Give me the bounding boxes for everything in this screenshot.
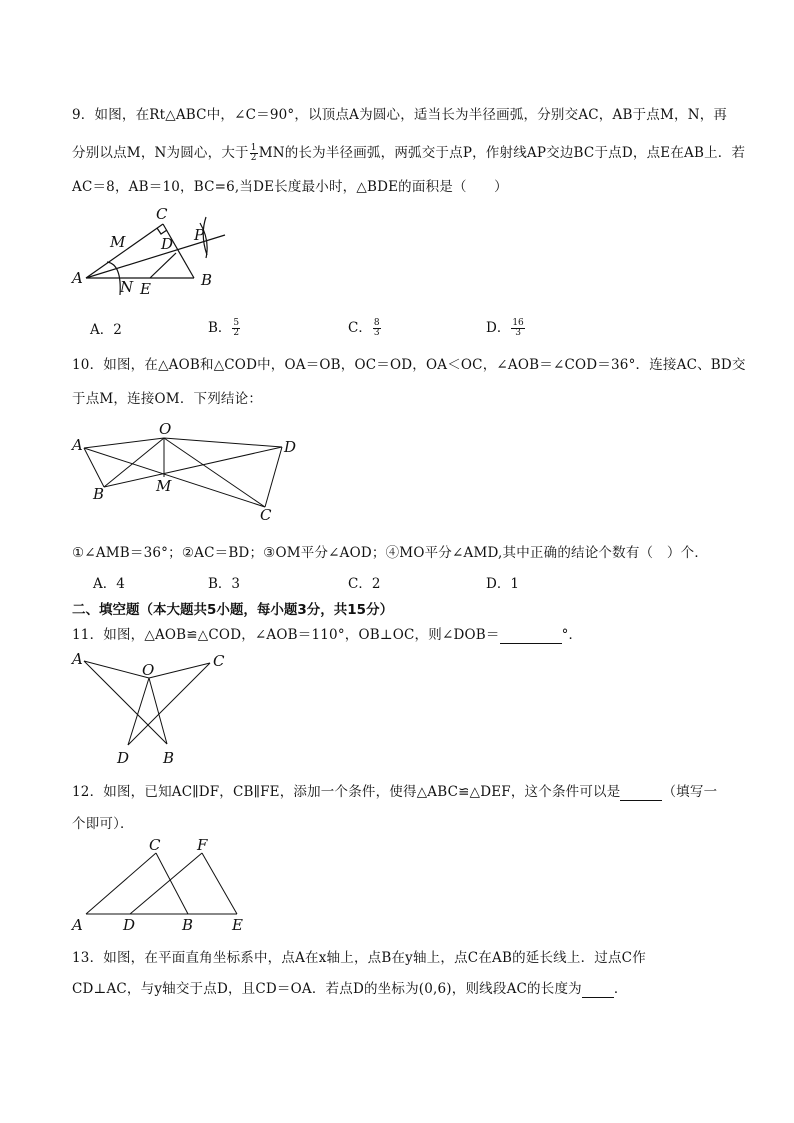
q9-option-c-num: 8 (373, 318, 380, 328)
q11-line (72, 623, 582, 644)
q9-option-b-num: 5 (233, 318, 240, 328)
q10-conclusions: ①∠AMB＝36°；②AC＝BD；③OM平分∠AOD；④MO平分∠AMD,其中正确的结论个数有（ ）个． (72, 545, 709, 561)
q10-option-d[interactable]: D．1 (486, 576, 519, 592)
q9-line3: AC＝8，AB＝10，BC=6,当DE长度最小时，△BDE的面积是（ ） (72, 179, 508, 195)
q10-line2: 于点M，连接OM．下列结论： (72, 391, 263, 407)
q9-label-C: C (156, 205, 168, 223)
q9-label-A: A (72, 269, 83, 287)
q9-option-b[interactable] (208, 316, 241, 338)
q12-line1-post: （填写一 (662, 784, 718, 800)
q10-option-b[interactable]: B．3 (208, 576, 241, 592)
q12-line2: 个即可）． (72, 816, 134, 832)
q9-option-d[interactable] (486, 316, 526, 338)
q13-line2 (72, 977, 628, 998)
q9-label-E: E (140, 280, 151, 298)
q12-figure (60, 835, 260, 935)
q9-line2 (72, 141, 745, 163)
q9-option-b-fraction (232, 319, 240, 338)
q10-option-a[interactable]: A．4 (93, 576, 125, 592)
q11-answer-blank[interactable] (500, 627, 562, 644)
q12-label-E: E (232, 916, 243, 934)
q10-label-B: B (93, 485, 105, 503)
q12-line1 (72, 780, 717, 801)
q11-figure (60, 648, 240, 768)
q11-text-post: °． (561, 627, 583, 643)
q12-label-F: F (197, 836, 208, 854)
q9-label-D: D (161, 235, 174, 253)
q9-line2-post: MN的长为半径画弧，两弧交于点P，作射线AP交边BC于点D，点E在AB上．若 (258, 145, 746, 161)
q9-figure (60, 200, 240, 300)
q12-label-C: C (149, 836, 161, 854)
q10-label-C: C (260, 506, 272, 524)
q9-frac-den: 2 (250, 153, 257, 163)
q11-label-O: O (142, 661, 155, 679)
q11-label-B: B (163, 749, 175, 767)
q9-label-P: P (194, 226, 205, 244)
q11-label-D: D (117, 749, 130, 767)
section-title-fill-blank: 二、填空题（本大题共5小题，每小题3分，共15分） (72, 602, 394, 618)
q12-label-D: D (123, 916, 136, 934)
q13-line2-post: ． (613, 981, 628, 997)
q12-label-B: B (182, 916, 194, 934)
q9-option-c-fraction (373, 319, 381, 338)
q12-label-A: A (72, 916, 83, 934)
q9-label-M: M (110, 233, 126, 251)
q10-label-D: D (284, 438, 297, 456)
q9-option-d-num: 16 (512, 318, 524, 328)
q9-option-a[interactable] (90, 318, 122, 338)
q9-option-d-letter: D． (486, 320, 511, 336)
q9-option-d-den: 3 (515, 328, 521, 338)
q10-label-O: O (159, 420, 172, 438)
q10-figure (60, 420, 310, 525)
q9-option-b-den: 2 (233, 328, 240, 338)
q9-option-b-letter: B． (208, 320, 232, 336)
q9-frac-num: 1 (250, 143, 257, 153)
q9-line2-pre: 分别以点M，N为圆心，大于 (72, 145, 249, 161)
q13-line2-pre: CD⊥AC，与y轴交于点D，且CD＝OA．若点D的坐标为(0,6)，则线段AC的长度为 (72, 981, 582, 997)
q10-label-M: M (156, 477, 172, 495)
q9-line1: 9．如图，在Rt△ABC中，∠C＝90°，以顶点A为圆心，适当长为半径画弧，分别交AC，AB于点M，N，再 (72, 107, 728, 123)
q9-half-fraction (250, 144, 258, 163)
q9-option-c[interactable] (348, 316, 382, 338)
q13-answer-blank[interactable] (582, 981, 614, 998)
q9-label-B: B (201, 271, 213, 289)
q9-option-c-den: 3 (373, 328, 380, 338)
q9-option-a-value: 2 (113, 322, 122, 338)
q10-label-A: A (72, 436, 83, 454)
q12-answer-blank[interactable] (620, 784, 662, 801)
q13-line1: 13．如图，在平面直角坐标系中，点A在x轴上，点B在y轴上，点C在AB的延长线上．过点C作 (72, 950, 646, 966)
q9-label-N: N (120, 278, 134, 296)
q10-option-c[interactable]: C．2 (348, 576, 381, 592)
q11-label-C: C (213, 652, 225, 670)
q11-label-A: A (72, 650, 83, 668)
q12-line1-pre: 12．如图，已知AC∥DF，CB∥FE，添加一个条件，使得△ABC≌△DEF，这个条件可以是 (72, 784, 621, 800)
q10-line1: 10．如图，在△AOB和△COD中，OA＝OB，OC＝OD，OA＜OC，∠AOB＝∠COD＝36°．连接AC、BD交 (72, 357, 746, 373)
q11-text-pre: 11．如图，△AOB≌△COD，∠AOB＝110°，OB⊥OC，则∠DOB＝ (72, 627, 500, 643)
q9-option-d-fraction (511, 319, 524, 338)
q9-option-a-letter: A． (90, 322, 114, 338)
q9-option-c-letter: C． (348, 320, 372, 336)
